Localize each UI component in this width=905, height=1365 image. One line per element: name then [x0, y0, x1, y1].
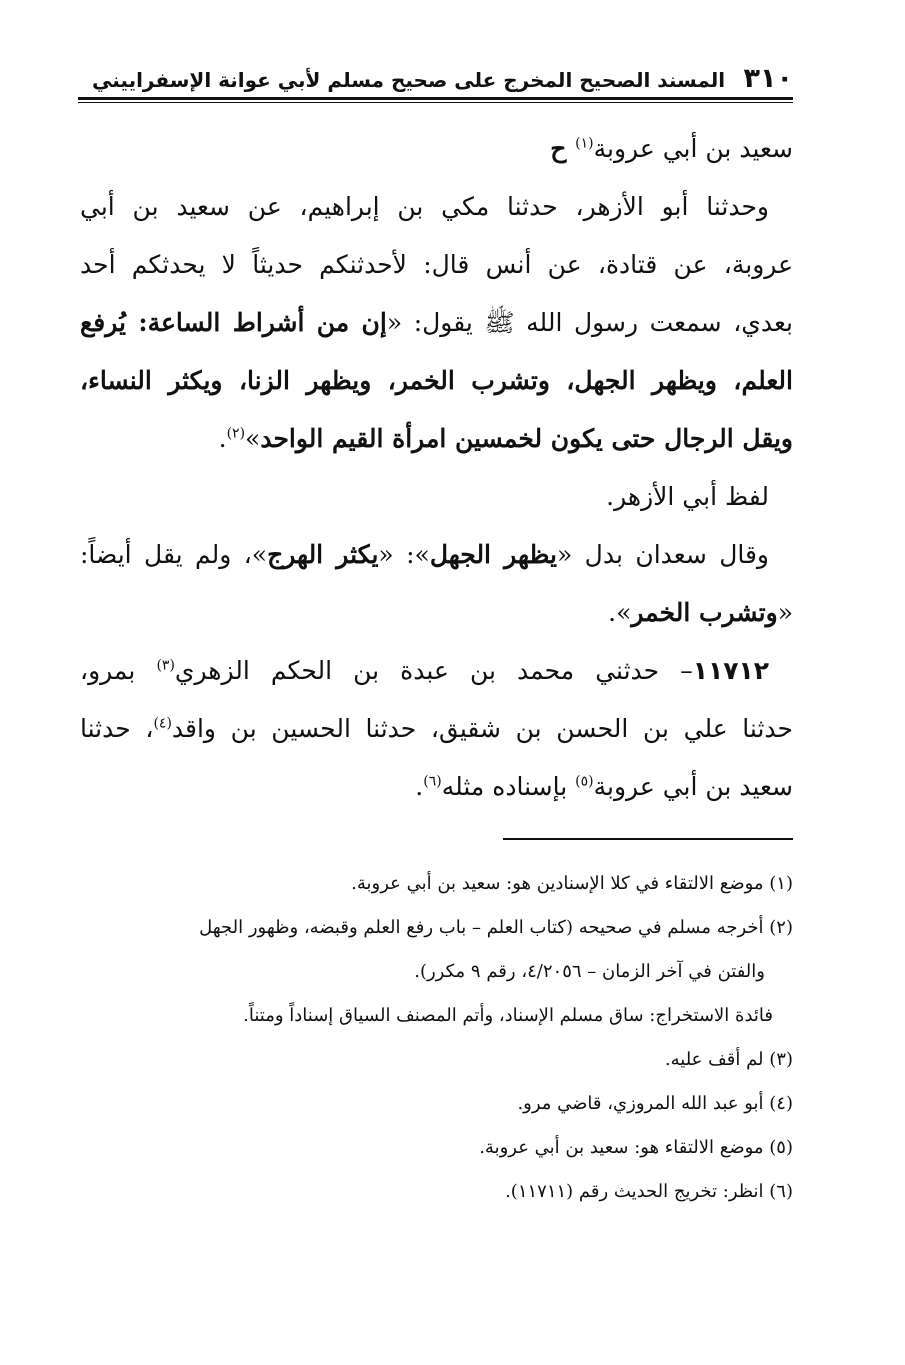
footnote-ref: (٢) [226, 425, 246, 442]
text-span: بعدي، سمعت رسول الله ﷺ يقول: « [386, 308, 793, 337]
text-span: بإسناده مثله [441, 772, 576, 801]
text-span: سعيد بن أبي عروبة [593, 134, 793, 163]
page-number: ٣١٠ [743, 63, 793, 94]
bold-phrase: يظهر الجهل [429, 540, 557, 569]
text-line [80, 120, 793, 178]
text-span: سعيد بن أبي عروبة [593, 772, 793, 801]
text-span: ح [550, 134, 576, 163]
text-span: ». [608, 598, 632, 627]
hadith-line: العلم، ويظهر الجهل، وتشرب الخمر، ويظهر الزنا، ويكثر النساء، [80, 366, 793, 395]
text-span: . [415, 772, 424, 801]
footnote-5: (٥) موضع الالتقاء هو: سعيد بن أبي عروبة. [479, 1137, 793, 1158]
footnote-ref: (٥) [575, 773, 594, 790]
footnote-ref: (١) [575, 135, 594, 152]
text-span: » [245, 424, 261, 453]
text-span: بمرو، [80, 656, 157, 685]
footnote-ref: (٣) [156, 657, 175, 674]
header-rule [78, 97, 793, 100]
footnote-2-continued: والفتن في آخر الزمان – ٤/٢٠٥٦، رقم ٩ مكرر). [414, 961, 765, 982]
running-title: المسند الصحيح المخرج على صحيح مسلم لأبي عوانة الإسفراييني [92, 68, 726, 92]
footnote-ref: (٦) [423, 773, 442, 790]
footnote-separator [503, 838, 793, 840]
main-text [80, 120, 793, 816]
text-line [80, 758, 793, 816]
text-line [80, 584, 793, 642]
hadith-text: ويقل الرجال حتى يكون لخمسين امرأة القيم الواحد [260, 424, 793, 453]
text-line [80, 526, 793, 584]
hadith-number: ١١٧١٢ [692, 656, 770, 685]
footnotes [80, 862, 793, 1214]
text-span: وقال سعدان بدل « [556, 540, 769, 569]
text-span: – حدثني محمد بن عبدة بن الحكم الزهري [174, 656, 693, 685]
text-span: ، حدثنا [80, 714, 154, 743]
footnote-2-benefit: فائدة الاستخراج: ساق مسلم الإسناد، وأتم المصنف السياق إسناداً ومتناً. [243, 1005, 773, 1026]
text-line [80, 700, 793, 758]
page-header [78, 58, 793, 98]
text-line: لفظ أبي الأزهر. [606, 482, 769, 511]
footnote-1: (١) موضع الالتقاء في كلا الإسنادين هو: سعيد بن أبي عروبة. [351, 873, 793, 894]
bold-phrase: يكثر الهرج [267, 540, 379, 569]
hadith-number-line [80, 642, 793, 700]
footnote-3: (٣) لم أقف عليه. [664, 1049, 793, 1070]
bold-phrase: وتشرب الخمر [631, 598, 778, 627]
footnote-2: (٢) أخرجه مسلم في صحيحه (كتاب العلم – باب رفع العلم وقبضه، وظهور الجهل [199, 917, 793, 938]
footnote-ref: (٤) [153, 715, 172, 732]
text-span: »، ولم يقل أيضاً: [80, 540, 268, 569]
footnote-4: (٤) أبو عبد الله المروزي، قاضي مرو. [517, 1093, 793, 1114]
text-line [80, 294, 793, 352]
text-line: عروبة، عن قتادة، عن أنس قال: لأحدثنكم حديثاً لا يحدثكم أحد [80, 250, 793, 279]
text-line: وحدثنا أبو الأزهر، حدثنا مكي بن إبراهيم، عن سعيد بن أبي [80, 192, 769, 221]
hadith-text: إن من أشراط الساعة: يُرفع [80, 308, 387, 337]
text-span: حدثنا علي بن الحسن بن شقيق، حدثنا الحسين بن واقد [171, 714, 793, 743]
text-span: « [777, 598, 793, 627]
header-rule-thin [78, 102, 793, 103]
footnote-6: (٦) انظر: تخريج الحديث رقم (١١٧١١). [505, 1181, 793, 1202]
text-span: . [218, 424, 227, 453]
text-span: »: « [378, 540, 430, 569]
hadith-line [80, 410, 793, 468]
